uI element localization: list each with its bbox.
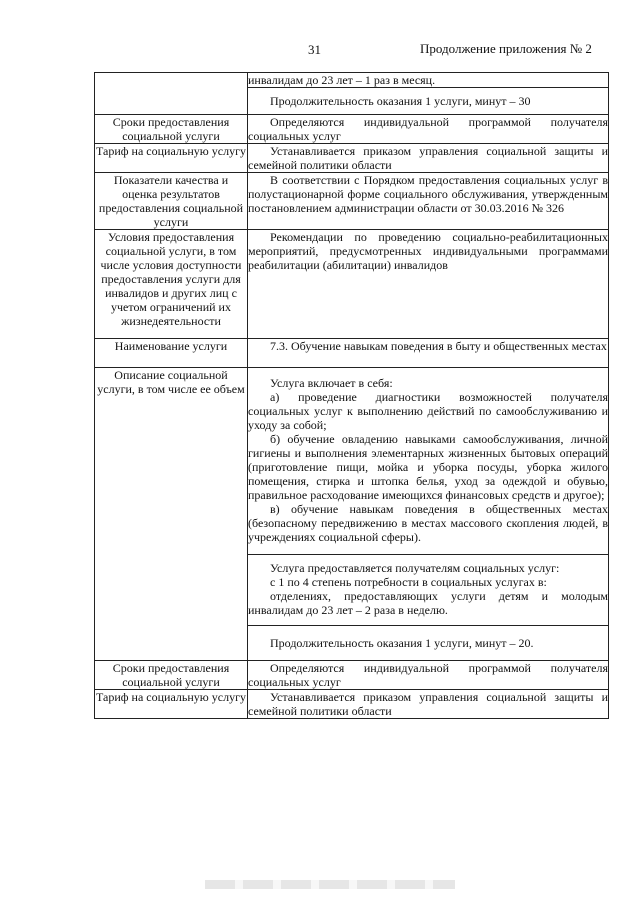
provision-line-2: с 1 по 4 степень потребности в социальных услугах в: [270,575,547,589]
description-item-c: в) обучение навыкам поведения в общественных местах (безопасному передвижению в местах массового скопления людей, в учреждениях социальной сферы). [248,502,608,544]
service-name-value: 7.3. Обучение навыкам поведения в быту и общественных местах [248,339,609,368]
conditions-label: Условия предоставления социальной услуги, в том числе условия доступности предоставления услуги для инвалидов и других лиц с учетом ограничений их жизнедеятельности [95,230,248,339]
table-row [95,73,609,88]
terms-label-2: Сроки предоставления социальной услуги [95,661,248,690]
description-item-a: а) проведение диагностики возможностей получателя социальных услуг к выполнению действий по самообслуживанию и уходу за собой; [248,390,608,432]
service-name-label: Наименование услуги [95,339,248,368]
duration-cell-2: Продолжительность оказания 1 услуги, минут – 20. [248,626,609,661]
empty-label-cell [95,73,248,115]
provision-cell [248,555,609,626]
provision-line-3: отделениях, предоставляющих услуги детям и молодым инвалидам до 23 лет – 2 раза в неделю. [248,589,608,617]
conditions-value: Рекомендации по проведению социально-реабилитационных мероприятий, предусмотренных индивидуальными программами реабилитации (абилитации) инвалидов [248,230,609,339]
table-row [95,115,609,144]
duration-cell: Продолжительность оказания 1 услуги, минут – 30 [248,88,609,115]
quality-label: Показатели качества и оценка результатов предоставления социальной услуги [95,173,248,230]
table-row [95,368,609,555]
tariff-value: Устанавливается приказом управления социальной защиты и семейной политики области [248,144,608,172]
quality-value: В соответствии с Порядком предоставления социальных услуг в полустационарной форме социального обслуживания, утвержденным постановлением администрации области от 30.03.2016 № 326 [248,173,609,230]
description-label: Описание социальной услуги, в том числе ее объем [95,368,248,661]
table-row [95,144,609,173]
table-row [95,173,609,230]
description-cell [248,368,609,555]
description-item-b: б) обучение овладению навыками самообслуживания, личной гигиены и выполнения элементарных жизненных бытовых операций (приготовление пищи, мойка и уборка посуды, уборка жилого помещения, стирка и штопка белья, уход за одеждой и обувью, правильное расходование имеющихся финансовых средств и другое); [248,432,608,502]
services-table [94,72,609,719]
table-row [95,339,609,368]
provision-line-1: Услуга предоставляется получателям социальных услуг: [270,561,560,575]
table-row [95,690,609,719]
terms-label: Сроки предоставления социальной услуги [95,115,248,144]
tariff-label-2: Тариф на социальную услугу [95,690,248,719]
table-row [95,230,609,339]
terms-value-2: Определяются индивидуальной программой получателя социальных услуг [248,661,608,689]
page-number: 31 [308,42,321,57]
tariff-label: Тариф на социальную услугу [95,144,248,173]
description-intro: Услуга включает в себя: [270,376,393,390]
continuation-label: Продолжение приложения № 2 [420,41,592,56]
continued-text: инвалидам до 23 лет – 1 раз в месяц. [248,73,609,88]
terms-value: Определяются индивидуальной программой получателя социальных услуг [248,115,608,143]
scan-artifact-strip [205,880,455,889]
table-row [95,661,609,690]
tariff-value-2: Устанавливается приказом управления социальной защиты и семейной политики области [248,690,608,718]
